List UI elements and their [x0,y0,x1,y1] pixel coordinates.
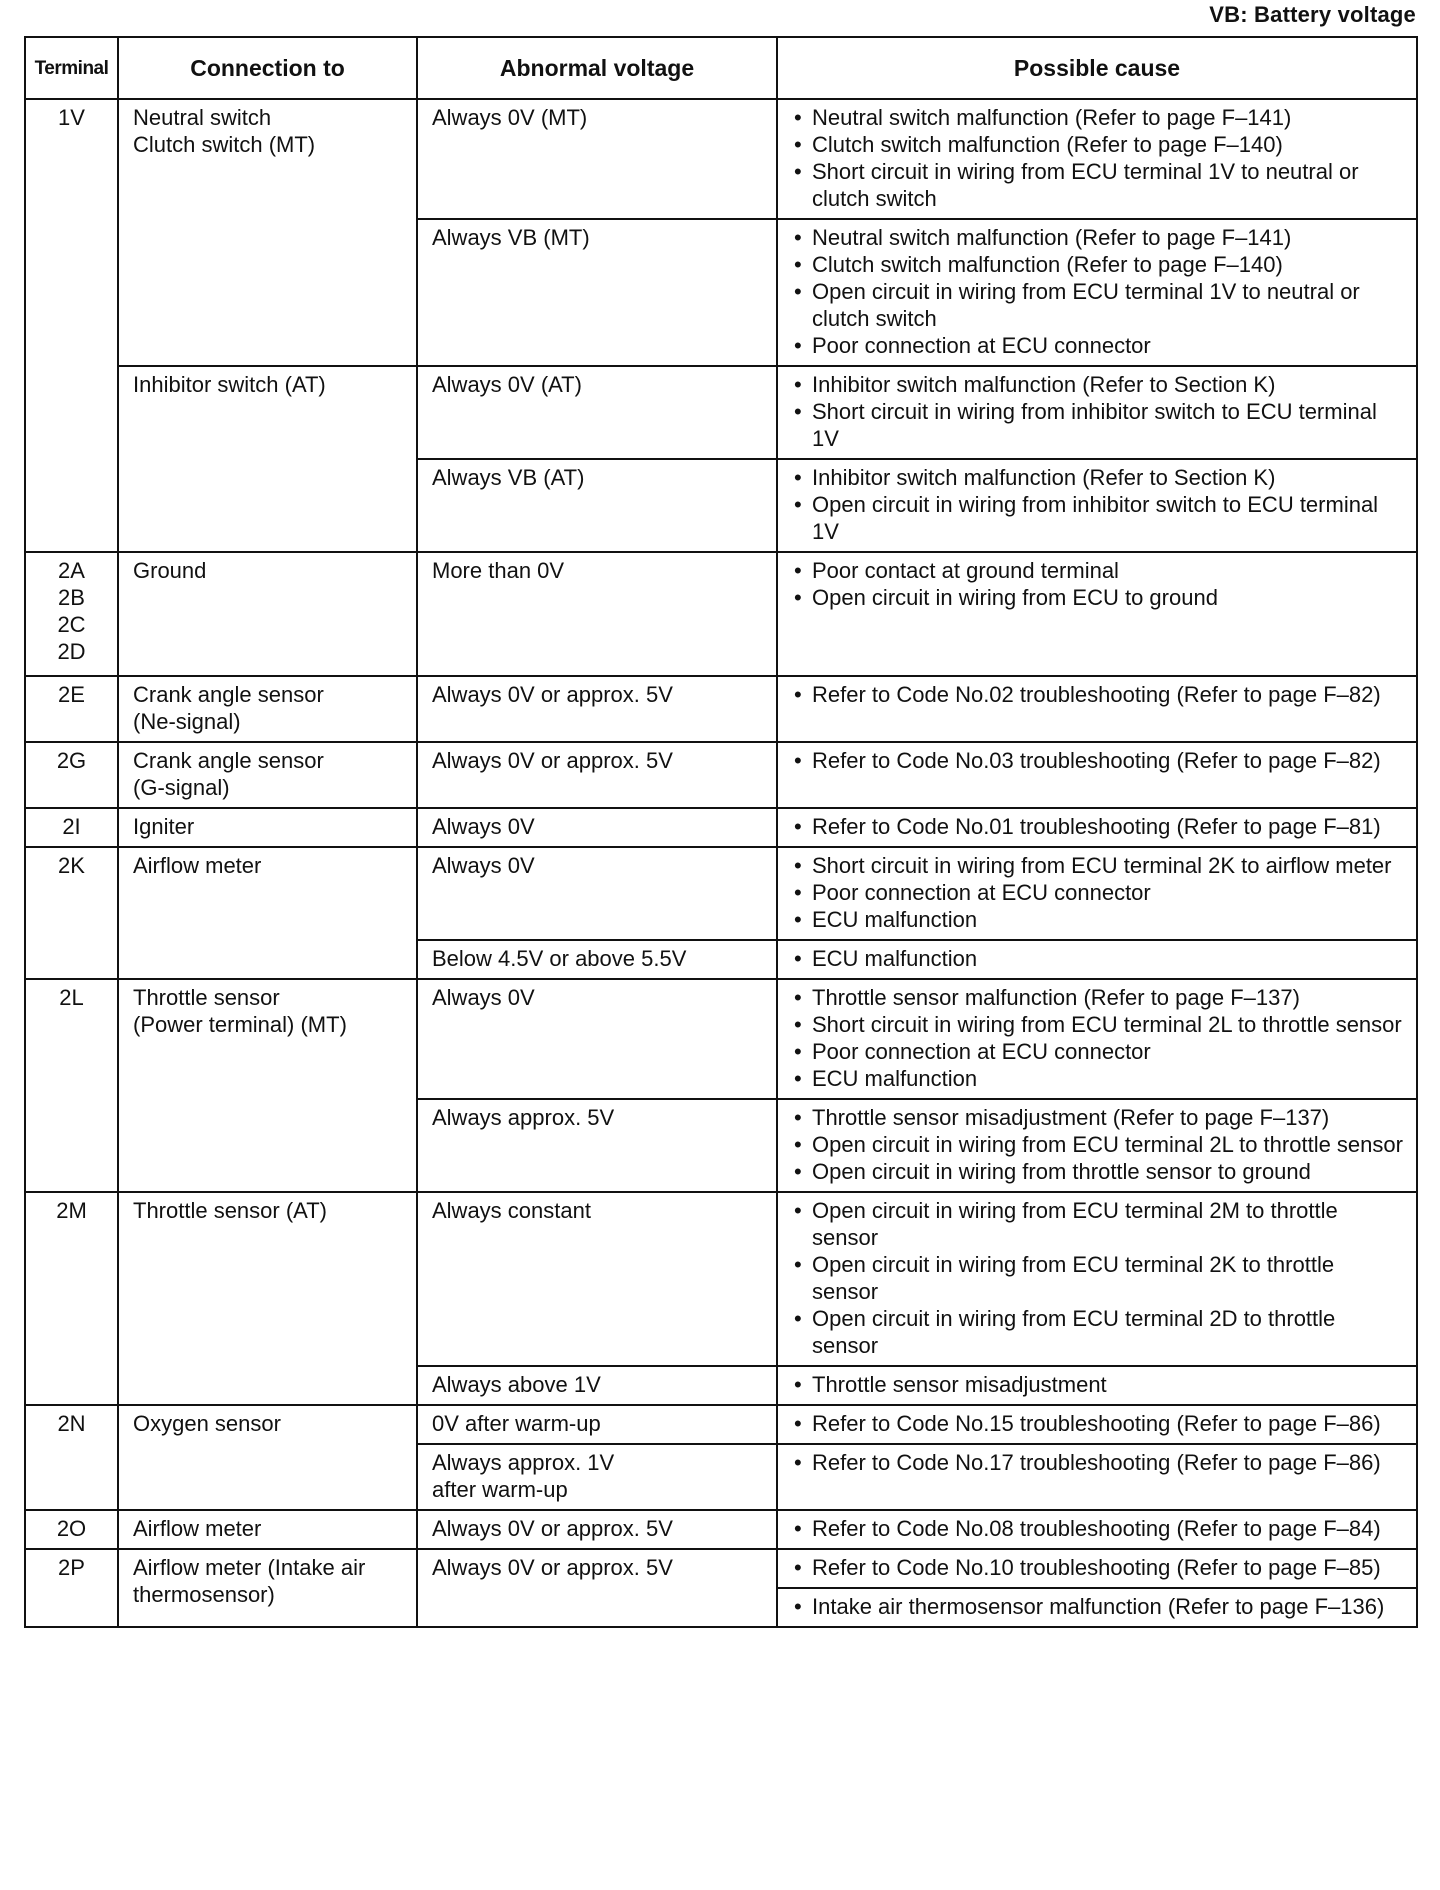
cause-cell [777,366,1417,459]
cause-cell [777,99,1417,219]
header-abnormal-voltage: Abnormal voltage [417,37,777,99]
cause-item: • ECU malfunction [792,906,1406,933]
table-row [25,99,1417,219]
table-row [25,979,1417,1099]
cause-item: • Short circuit in wiring from ECU terminal 1V to neutral or clutch switch [792,158,1406,212]
connection-cell: Throttle sensor (AT) [118,1192,417,1405]
table-row [25,1192,1417,1366]
cause-cell [777,219,1417,366]
terminal-cell: 2I [25,808,118,847]
cause-item: • Poor contact at ground terminal [792,557,1406,584]
cause-cell [777,459,1417,552]
cause-item: • Refer to Code No.03 troubleshooting (Refer to page F–82) [792,747,1406,774]
voltage-cell: Always approx. 5V [417,1099,777,1192]
cause-item: • Throttle sensor malfunction (Refer to page F–137) [792,984,1406,1011]
terminal-cell: 2P [25,1549,118,1627]
cause-item: • Open circuit in wiring from ECU terminal 1V to neutral or clutch switch [792,278,1406,332]
cause-item: • ECU malfunction [792,945,1406,972]
connection-cell: Throttle sensor (Power terminal) (MT) [118,979,417,1192]
cause-cell [777,808,1417,847]
cause-item: • Clutch switch malfunction (Refer to page F–140) [792,251,1406,278]
voltage-cell: Always VB (AT) [417,459,777,552]
connection-cell: Airflow meter [118,1510,417,1549]
cause-item: • Poor connection at ECU connector [792,879,1406,906]
table-row [25,676,1417,742]
cause-cell [777,1549,1417,1588]
terminal-cell: 2G [25,742,118,808]
voltage-cell: Below 4.5V or above 5.5V [417,940,777,979]
connection-cell: Airflow meter [118,847,417,979]
cause-cell [777,1366,1417,1405]
cause-item: • Throttle sensor misadjustment (Refer to page F–137) [792,1104,1406,1131]
table-row [25,808,1417,847]
cause-item: • Open circuit in wiring from ECU terminal 2K to throttle sensor [792,1251,1406,1305]
cause-item: • Refer to Code No.01 troubleshooting (Refer to page F–81) [792,813,1406,840]
cause-item: • Neutral switch malfunction (Refer to page F–141) [792,224,1406,251]
connection-cell: Igniter [118,808,417,847]
cause-item: • Refer to Code No.17 troubleshooting (Refer to page F–86) [792,1449,1406,1476]
cause-item: • Open circuit in wiring from throttle sensor to ground [792,1158,1406,1185]
cause-item: • Poor connection at ECU connector [792,1038,1406,1065]
voltage-cell: Always 0V [417,979,777,1099]
cause-item: • Open circuit in wiring from ECU terminal 2M to throttle sensor [792,1197,1406,1251]
battery-voltage-note: VB: Battery voltage [1209,2,1416,27]
connection-cell: Ground [118,552,417,676]
cause-cell [777,1510,1417,1549]
cause-item: • Intake air thermosensor malfunction (Refer to page F–136) [792,1593,1406,1620]
voltage-cell: Always 0V (MT) [417,99,777,219]
connection-cell: Crank angle sensor (G-signal) [118,742,417,808]
voltage-cell: Always 0V or approx. 5V [417,742,777,808]
cause-item: • Open circuit in wiring from ECU to ground [792,584,1406,611]
voltage-cell: Always VB (MT) [417,219,777,366]
table-row [25,1549,1417,1588]
voltage-cell: Always 0V (AT) [417,366,777,459]
voltage-cell: Always approx. 1V after warm-up [417,1444,777,1510]
voltage-cell: Always constant [417,1192,777,1366]
voltage-cell: Always 0V or approx. 5V [417,1549,777,1627]
header-possible-cause: Possible cause [777,37,1417,99]
cause-cell [777,979,1417,1099]
cause-item: • Open circuit in wiring from ECU terminal 2L to throttle sensor [792,1131,1406,1158]
terminal-cell: 2L [25,979,118,1192]
table-row [25,1510,1417,1549]
cause-cell [777,1444,1417,1510]
header-terminal: Terminal [25,37,118,99]
cause-item: • Refer to Code No.08 troubleshooting (Refer to page F–84) [792,1515,1406,1542]
connection-cell: Inhibitor switch (AT) [118,366,417,552]
cause-cell [777,552,1417,676]
cause-item: • Short circuit in wiring from inhibitor switch to ECU terminal 1V [792,398,1406,452]
cause-item: • Open circuit in wiring from ECU terminal 2D to throttle sensor [792,1305,1406,1359]
voltage-cell: Always 0V or approx. 5V [417,1510,777,1549]
terminal-cell: 2M [25,1192,118,1405]
table-row [25,742,1417,808]
cause-item: • Inhibitor switch malfunction (Refer to Section K) [792,371,1406,398]
cause-item: • ECU malfunction [792,1065,1406,1092]
terminal-cell: 1V [25,99,118,552]
voltage-cell: Always above 1V [417,1366,777,1405]
cause-item: • Short circuit in wiring from ECU terminal 2K to airflow meter [792,852,1406,879]
voltage-cell: Always 0V [417,808,777,847]
cause-cell [777,847,1417,940]
voltage-cell: Always 0V [417,847,777,940]
voltage-cell: 0V after warm-up [417,1405,777,1444]
table-row [25,366,1417,459]
cause-item: • Short circuit in wiring from ECU terminal 2L to throttle sensor [792,1011,1406,1038]
voltage-cell: More than 0V [417,552,777,676]
connection-cell: Airflow meter (Intake air thermosensor) [118,1549,417,1627]
cause-item: • Clutch switch malfunction (Refer to page F–140) [792,131,1406,158]
cause-item: • Refer to Code No.10 troubleshooting (Refer to page F–85) [792,1554,1406,1581]
ecu-terminal-table [24,36,1418,1628]
cause-cell [777,1405,1417,1444]
terminal-cell: 2N [25,1405,118,1510]
cause-item: • Open circuit in wiring from inhibitor switch to ECU terminal 1V [792,491,1406,545]
connection-cell: Oxygen sensor [118,1405,417,1510]
cause-cell [777,676,1417,742]
cause-cell [777,940,1417,979]
cause-item: • Inhibitor switch malfunction (Refer to Section K) [792,464,1406,491]
terminal-cell: 2K [25,847,118,979]
table-header-row [25,37,1417,99]
cause-cell [777,1192,1417,1366]
cause-item: • Neutral switch malfunction (Refer to page F–141) [792,104,1406,131]
cause-item: • Refer to Code No.02 troubleshooting (Refer to page F–82) [792,681,1406,708]
terminal-cell: 2E [25,676,118,742]
table-row [25,552,1417,676]
terminal-cell: 2A 2B 2C 2D [25,552,118,676]
table-row [25,1405,1417,1444]
connection-cell: Crank angle sensor (Ne-signal) [118,676,417,742]
cause-cell [777,742,1417,808]
header-connection: Connection to [118,37,417,99]
cause-cell [777,1588,1417,1627]
voltage-cell: Always 0V or approx. 5V [417,676,777,742]
table-row [25,847,1417,940]
cause-item: • Poor connection at ECU connector [792,332,1406,359]
terminal-cell: 2O [25,1510,118,1549]
connection-cell: Neutral switch Clutch switch (MT) [118,99,417,366]
cause-item: • Refer to Code No.15 troubleshooting (Refer to page F–86) [792,1410,1406,1437]
cause-cell [777,1099,1417,1192]
cause-item: • Throttle sensor misadjustment [792,1371,1406,1398]
